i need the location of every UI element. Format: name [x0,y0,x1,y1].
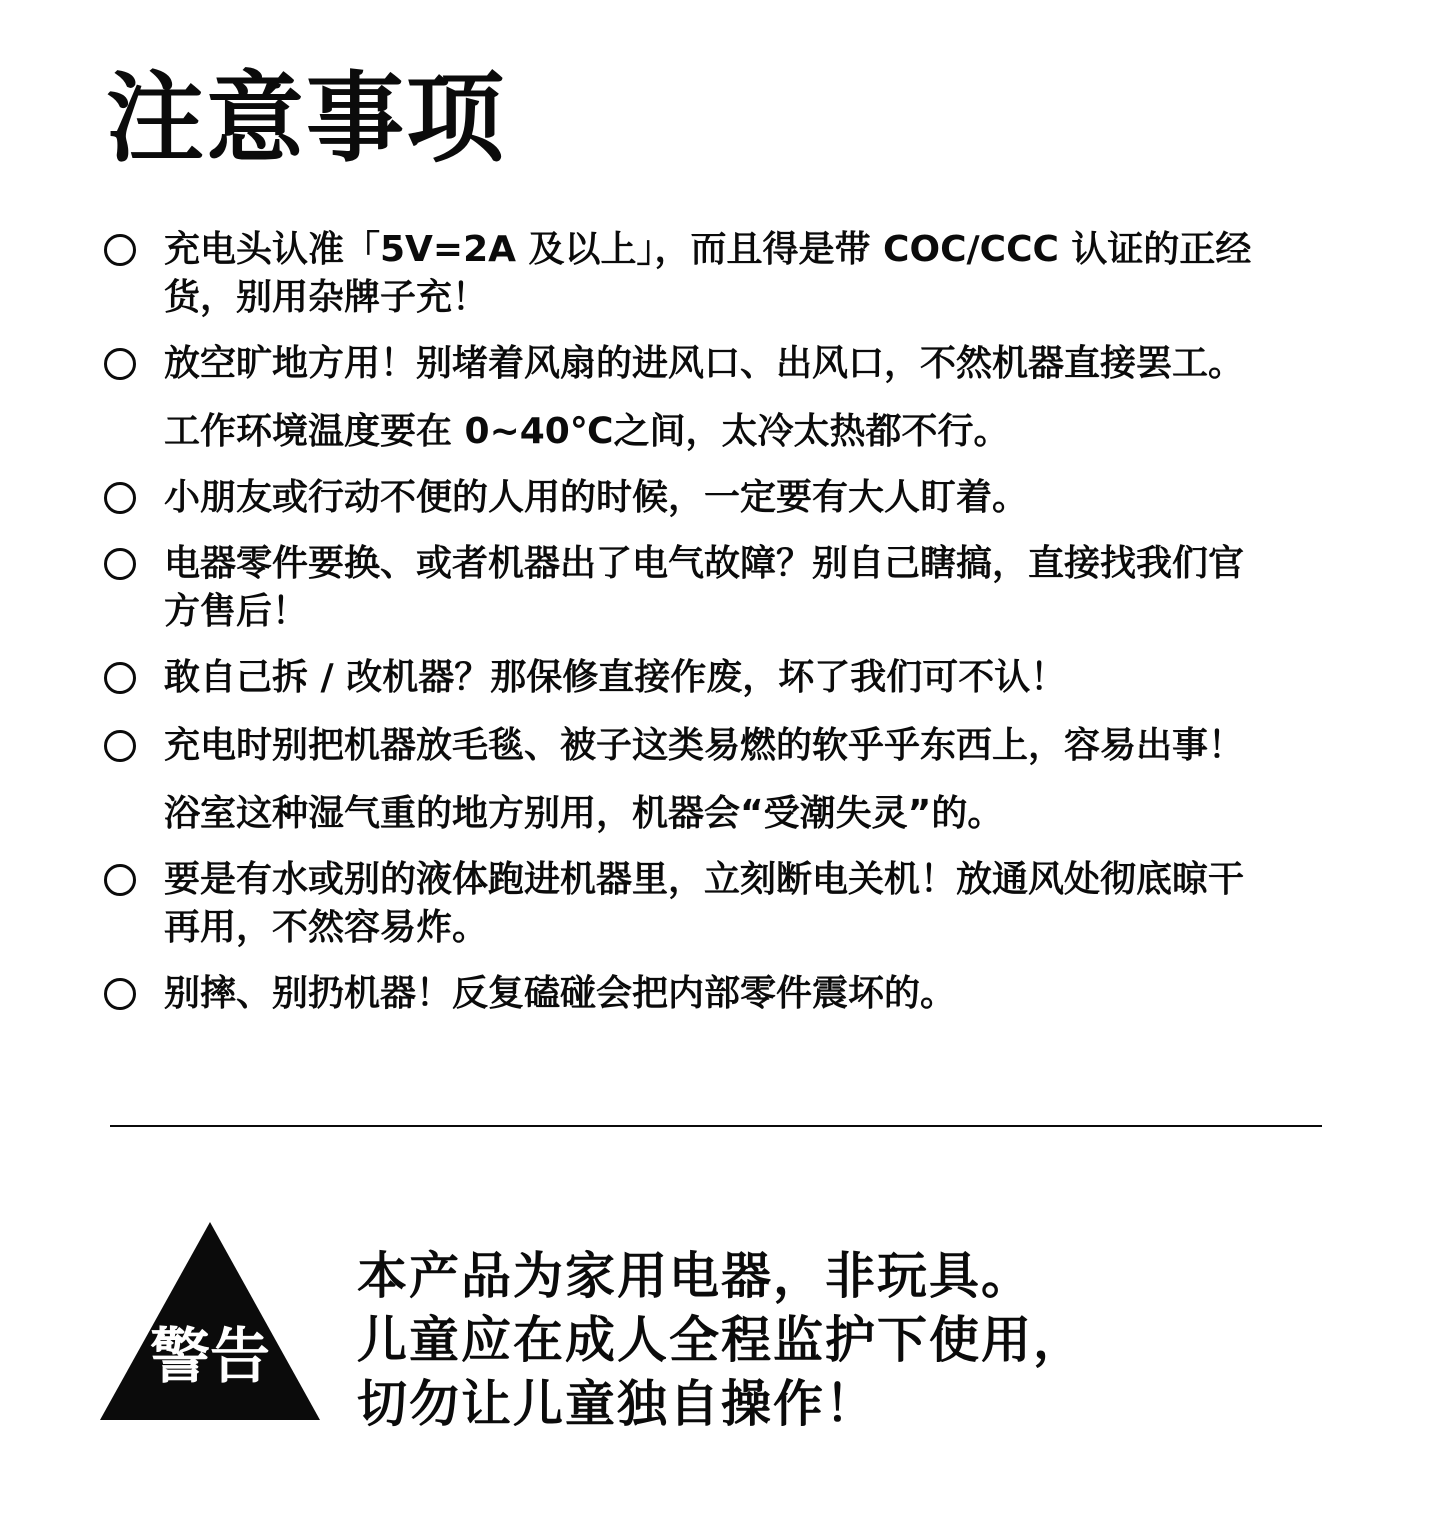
note-item [104,226,1344,322]
circle-bullet-icon [104,548,136,580]
divider [110,1125,1322,1127]
circle-bullet-icon [104,348,136,380]
note-text-line: 电器零件要换、或者机器出了电气故障？别自己瞎搞，直接找我们官 [164,543,1245,584]
warning-line: 儿童应在成人全程监护下使用， [357,1311,1085,1369]
note-item [104,722,1344,770]
notes-list [104,226,1344,1036]
note-item [104,474,1344,522]
note-text-line: 充电头认准「5V=2A 及以上」，而且得是带 COC/CCC 认证的正经 [164,229,1252,270]
circle-bullet-icon [104,234,136,266]
warning-text [357,1244,1085,1436]
warning-icon [100,1222,320,1420]
note-text-line: 别摔、别扔机器！反复磕碰会把内部零件震坏的。 [164,973,957,1014]
note-text-line: 放空旷地方用！别堵着风扇的进风口、出风口，不然机器直接罢工。 [164,343,1245,384]
note-item [104,856,1344,952]
note-text-line: 小朋友或行动不便的人用的时候，一定要有大人盯着。 [164,477,1029,518]
page-title: 注意事项 [106,62,507,176]
note-text-line: 浴室这种湿气重的地方别用，机器会“受潮失灵”的。 [164,793,1004,834]
warning-line: 切勿让儿童独自操作！ [357,1375,877,1433]
circle-bullet-icon [104,730,136,762]
note-text-line: 方售后！ [164,591,309,632]
note-text-line: 货，别用杂牌子充！ [164,277,489,318]
warning-label: 警告 [150,1322,270,1392]
note-item [104,970,1344,1018]
circle-bullet-icon [104,482,136,514]
note-item [104,340,1344,388]
circle-bullet-icon [104,662,136,694]
note-item [104,408,1344,456]
circle-bullet-icon [104,864,136,896]
note-text-line: 敢自己拆 / 改机器？那保修直接作废，坏了我们可不认！ [164,657,1067,698]
note-text-line: 工作环境温度要在 0~40℃之间，太冷太热都不行。 [164,411,1010,452]
note-item [104,540,1344,636]
note-text-line: 充电时别把机器放毛毯、被子这类易燃的软乎乎东西上，容易出事！ [164,725,1245,766]
note-item [104,790,1344,838]
note-text-line: 要是有水或别的液体跑进机器里，立刻断电关机！放通风处彻底晾干 [164,859,1245,900]
note-text-line: 再用，不然容易炸。 [164,907,489,948]
note-item [104,654,1344,702]
warning-line: 本产品为家用电器，非玩具。 [357,1247,1033,1305]
circle-bullet-icon [104,978,136,1010]
